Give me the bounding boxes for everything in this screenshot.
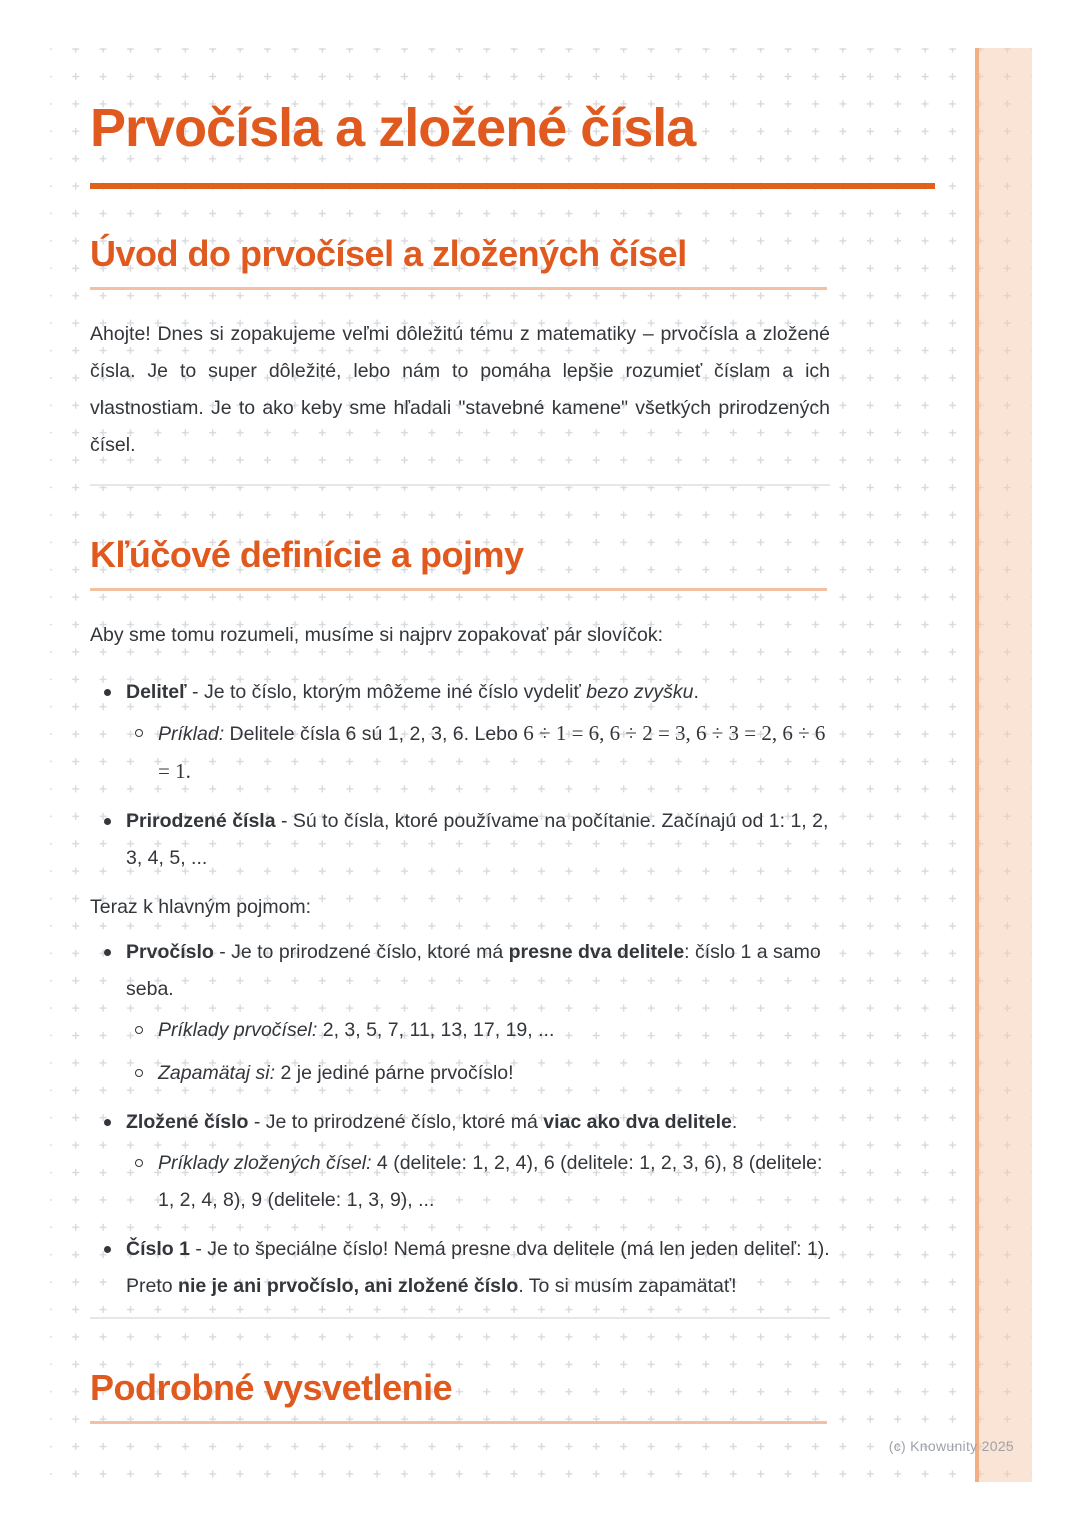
sub-list-item: Príklady zložených čísel: 4 (delitele: 1, 2, 4), 6 (delitele: 1, 2, 3, 6), 8 (delitele: 1, 2, 4, 8), 9 (delitele: 1, 3, 9), ...: [126, 1145, 830, 1219]
list-item-text: Prvočíslo - Je to prirodzené číslo, ktoré má presne dva delitele: číslo 1 a samo seba.: [126, 941, 821, 1000]
list-item-text: Zložené číslo - Je to prirodzené číslo, ktoré má viac ako dva delitele.: [126, 1111, 738, 1133]
list-item: [90, 1104, 830, 1219]
section-heading-intro: Úvod do prvočísel a zložených čísel: [90, 233, 687, 274]
list-item: [90, 1231, 830, 1305]
page-title: Prvočísla a zložené čísla: [90, 98, 696, 158]
section-underline: [90, 287, 827, 290]
sub-list-item: Príklady prvočísel: 2, 3, 5, 7, 11, 13, 17, 19, ...: [126, 1012, 830, 1049]
section-underline: [90, 1421, 827, 1424]
section-divider: [90, 484, 830, 486]
sub-list-item: Príklad: Delitele čísla 6 sú 1, 2, 3, 6. Lebo 6 ÷ 1 = 6, 6 ÷ 2 = 3, 6 ÷ 3 = 2, 6 ÷ 6 = 1.: [126, 715, 830, 791]
document-content: [0, 96, 1080, 1424]
copyright-text: (c) Knowunity 2025: [888, 1438, 1014, 1454]
sub-list: [126, 1145, 830, 1219]
list-item: [90, 674, 830, 791]
list-item-text: Prirodzené čísla - Sú to čísla, ktoré používame na počítanie. Začínajú od 1: 1, 2, 3, 4, 5, ...: [126, 810, 829, 869]
basic-terms-list: [90, 674, 830, 877]
section-underline: [90, 588, 827, 591]
interlude-paragraph: Teraz k hlavným pojmom:: [90, 896, 312, 918]
section-heading-explanation: Podrobné vysvetlenie: [90, 1367, 453, 1408]
sub-list: [126, 1012, 830, 1092]
list-item-text: Číslo 1 - Je to špeciálne číslo! Nemá presne dva delitele (má len jeden deliteľ: 1). Preto nie je ani prvočíslo, ani zložené číslo. To si musím zapamätať!: [126, 1238, 830, 1297]
sub-list-item: Zapamätaj si: 2 je jediné párne prvočíslo!: [126, 1055, 830, 1092]
list-item-text: Deliteľ - Je to číslo, ktorým môžeme iné číslo vydeliť bezo zvyšku.: [126, 681, 699, 703]
lead-paragraph: Aby sme tomu rozumeli, musíme si najprv zopakovať pár slovíčok:: [90, 624, 664, 646]
main-terms-list: [90, 934, 830, 1305]
intro-paragraph: Ahojte! Dnes si zopakujeme veľmi dôležitú tému z matematiky – prvočísla a zložené čísla. Je to super dôležité, lebo nám to pomáha lepšie rozumieť číslam a ich vlastnostiam. Je to ako keby sme hľadali "stavebné kamene" všetkých prirodzených čísel.: [90, 323, 830, 456]
sub-list: [126, 715, 830, 791]
section-heading-definitions: Kľúčové definície a pojmy: [90, 534, 524, 575]
list-item: [90, 803, 830, 877]
title-rule: [90, 183, 935, 189]
section-divider: [90, 1317, 830, 1319]
list-item: [90, 934, 830, 1092]
